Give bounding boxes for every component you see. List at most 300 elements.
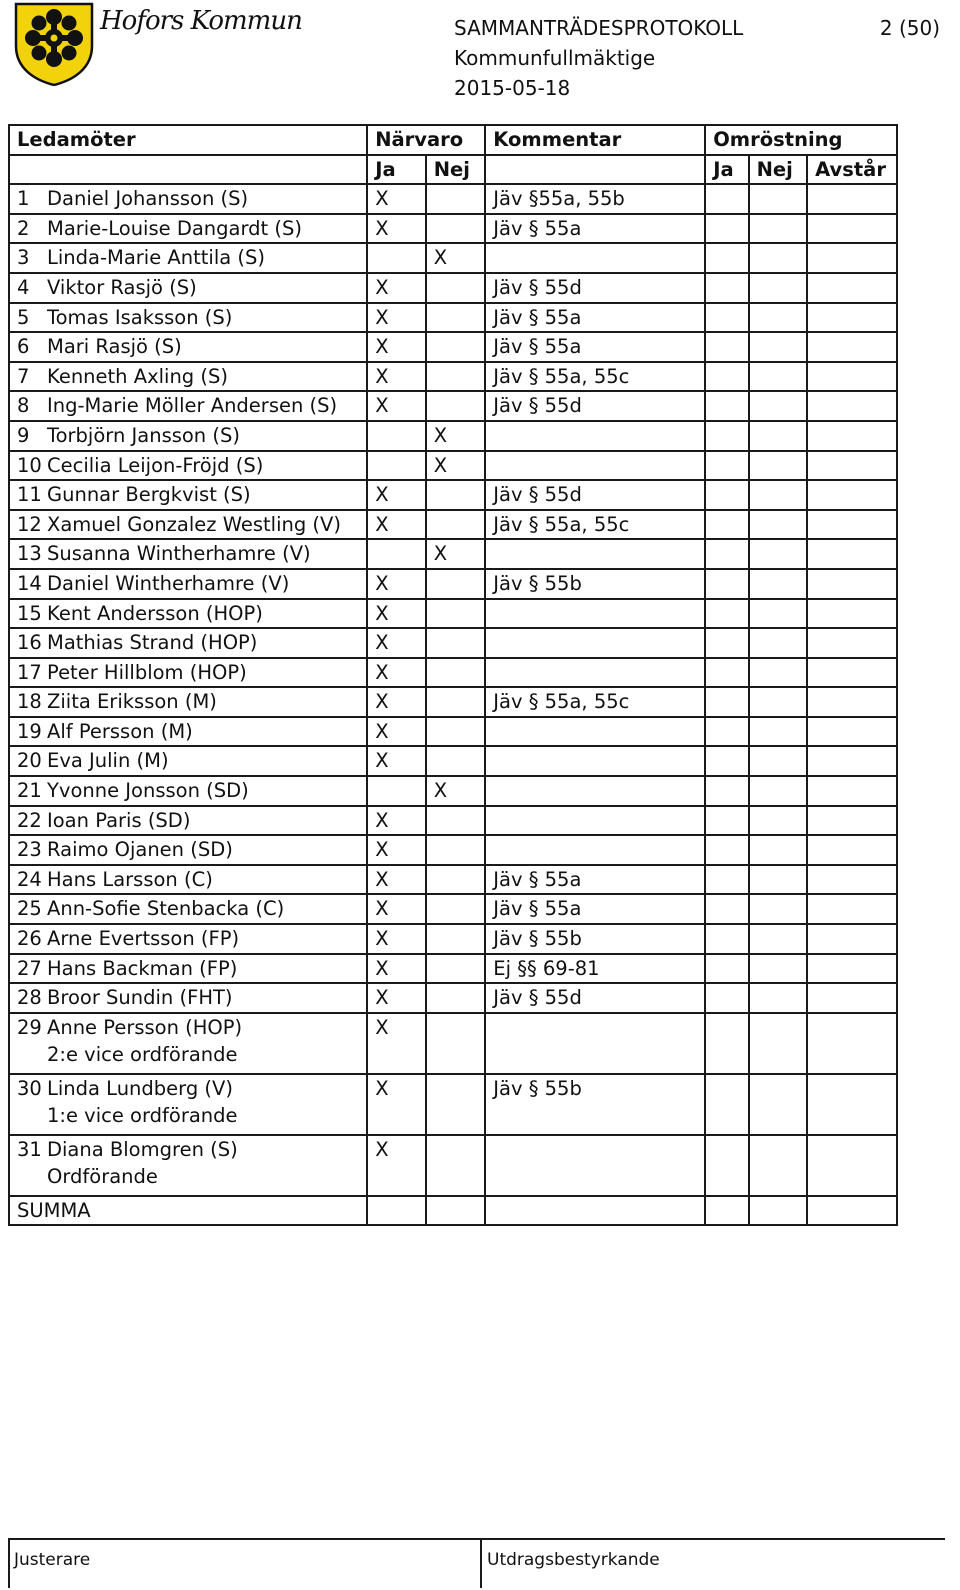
table-row xyxy=(9,243,897,273)
member-number: 17 xyxy=(17,660,42,684)
vote-nej-cell xyxy=(749,332,808,362)
member-name: Ziita Eriksson (M) xyxy=(47,690,217,714)
vote-ja-cell xyxy=(705,628,748,658)
comment-cell: Jäv § 55b xyxy=(485,569,705,599)
table-row xyxy=(9,421,897,451)
summa-cell xyxy=(749,1196,808,1226)
header-members: Ledamöter xyxy=(9,125,367,155)
attendance-nej-cell xyxy=(426,1013,486,1074)
table-row xyxy=(9,894,897,924)
attendance-nej-cell xyxy=(426,332,486,362)
attendance-nej-cell xyxy=(426,480,486,510)
attendance-nej-cell xyxy=(426,362,486,392)
member-cell xyxy=(9,806,367,836)
summa-cell xyxy=(705,1196,748,1226)
vote-avstar-cell xyxy=(807,480,897,510)
vote-nej-cell xyxy=(749,362,808,392)
member-name: Ioan Paris (SD) xyxy=(47,808,191,832)
member-number: 15 xyxy=(17,601,42,625)
member-number: 19 xyxy=(17,719,42,743)
header-empty-comment xyxy=(485,155,705,185)
vote-ja-cell xyxy=(705,362,748,392)
member-name: Cecilia Leijon-Fröjd (S) xyxy=(47,453,264,477)
attendance-ja-cell: X xyxy=(367,894,426,924)
member-number: 10 xyxy=(17,453,42,477)
vote-nej-cell xyxy=(749,954,808,984)
attendance-ja-cell: X xyxy=(367,273,426,303)
vote-ja-cell xyxy=(705,184,748,214)
summa-cell xyxy=(426,1196,486,1226)
vote-avstar-cell xyxy=(807,835,897,865)
member-cell xyxy=(9,658,367,688)
vote-nej-cell xyxy=(749,480,808,510)
attendance-ja-cell xyxy=(367,451,426,481)
vote-avstar-cell xyxy=(807,303,897,333)
vote-nej-cell xyxy=(749,1135,808,1196)
member-cell xyxy=(9,717,367,747)
member-number: 25 xyxy=(17,897,42,921)
attendance-nej-cell xyxy=(426,954,486,984)
attendance-ja-cell: X xyxy=(367,658,426,688)
vote-avstar-cell xyxy=(807,628,897,658)
hofors-kommun-coat-of-arms-logo xyxy=(14,2,94,86)
vote-avstar-cell xyxy=(807,451,897,481)
comment-cell xyxy=(485,1135,705,1196)
attendance-ja-cell: X xyxy=(367,303,426,333)
vote-avstar-cell xyxy=(807,1074,897,1135)
member-name: Ann-Sofie Stenbacka (C) xyxy=(47,897,285,921)
vote-ja-cell xyxy=(705,865,748,895)
vote-avstar-cell xyxy=(807,569,897,599)
summa-cell xyxy=(485,1196,705,1226)
member-name: Susanna Wintherhamre (V) xyxy=(47,542,311,566)
member-number: 7 xyxy=(17,364,30,388)
member-number: 5 xyxy=(17,305,30,329)
member-name: Diana Blomgren (S) xyxy=(47,1137,238,1161)
member-cell xyxy=(9,1135,367,1196)
member-number: 2 xyxy=(17,216,30,240)
comment-cell: Jäv § 55d xyxy=(485,983,705,1013)
vote-nej-cell xyxy=(749,391,808,421)
attendance-nej-cell xyxy=(426,746,486,776)
comment-cell: Jäv § 55b xyxy=(485,1074,705,1135)
attendance-nej-cell xyxy=(426,303,486,333)
member-cell xyxy=(9,687,367,717)
vote-nej-cell xyxy=(749,451,808,481)
vote-ja-cell xyxy=(705,983,748,1013)
vote-nej-cell xyxy=(749,835,808,865)
table-row xyxy=(9,924,897,954)
table-row xyxy=(9,332,897,362)
vote-nej-cell xyxy=(749,806,808,836)
member-cell xyxy=(9,1013,367,1074)
header-vote: Omröstning xyxy=(705,125,897,155)
footer-divider xyxy=(480,1538,482,1588)
member-name: Tomas Isaksson (S) xyxy=(47,305,233,329)
comment-cell: Jäv § 55a xyxy=(485,332,705,362)
table-row xyxy=(9,776,897,806)
vote-ja-cell xyxy=(705,569,748,599)
vote-ja-cell xyxy=(705,924,748,954)
vote-nej-cell xyxy=(749,894,808,924)
attendance-ja-cell: X xyxy=(367,746,426,776)
vote-ja-cell xyxy=(705,687,748,717)
table-row xyxy=(9,628,897,658)
attendance-ja-cell: X xyxy=(367,924,426,954)
table-header-row-2 xyxy=(9,155,897,185)
vote-nej-cell xyxy=(749,776,808,806)
member-name: Eva Julin (M) xyxy=(47,749,169,773)
comment-cell: Jäv § 55a xyxy=(485,894,705,924)
attendance-ja-cell: X xyxy=(367,687,426,717)
attendance-ja-cell xyxy=(367,539,426,569)
member-cell xyxy=(9,865,367,895)
member-cell xyxy=(9,273,367,303)
member-cell xyxy=(9,303,367,333)
attendance-ja-cell: X xyxy=(367,480,426,510)
member-number: 28 xyxy=(17,986,42,1010)
member-number: 23 xyxy=(17,838,42,862)
attendance-nej-cell xyxy=(426,1135,486,1196)
document-header xyxy=(454,13,743,103)
table-row xyxy=(9,1013,897,1074)
member-number: 18 xyxy=(17,690,42,714)
utdragsbestyrkande-label: Utdragsbestyrkande xyxy=(487,1550,660,1570)
member-cell xyxy=(9,599,367,629)
member-cell xyxy=(9,776,367,806)
member-cell xyxy=(9,243,367,273)
member-cell xyxy=(9,332,367,362)
vote-ja-cell xyxy=(705,391,748,421)
vote-ja-cell xyxy=(705,746,748,776)
table-row xyxy=(9,865,897,895)
member-cell xyxy=(9,983,367,1013)
attendance-ja-cell: X xyxy=(367,599,426,629)
vote-nej-cell xyxy=(749,628,808,658)
meeting-date: 2015-05-18 xyxy=(454,76,571,100)
member-cell xyxy=(9,510,367,540)
attendance-nej-cell: X xyxy=(426,451,486,481)
vote-nej-cell xyxy=(749,983,808,1013)
member-number: 22 xyxy=(17,808,42,832)
vote-nej-cell xyxy=(749,510,808,540)
vote-avstar-cell xyxy=(807,954,897,984)
vote-nej-cell xyxy=(749,303,808,333)
member-name: Broor Sundin (FHT) xyxy=(47,986,233,1010)
attendance-ja-cell xyxy=(367,776,426,806)
vote-ja-cell xyxy=(705,243,748,273)
member-name: Gunnar Bergkvist (S) xyxy=(47,483,251,507)
attendance-nej-cell xyxy=(426,894,486,924)
member-name: Hans Larsson (C) xyxy=(47,867,213,891)
comment-cell: Jäv § 55d xyxy=(485,480,705,510)
vote-ja-cell xyxy=(705,776,748,806)
attendance-nej-cell: X xyxy=(426,421,486,451)
vote-avstar-cell xyxy=(807,865,897,895)
member-name: Anne Persson (HOP) xyxy=(47,1015,243,1039)
vote-ja-cell xyxy=(705,303,748,333)
member-cell xyxy=(9,214,367,244)
comment-cell: Jäv § 55a xyxy=(485,303,705,333)
vote-avstar-cell xyxy=(807,746,897,776)
attendance-nej-cell xyxy=(426,806,486,836)
attendance-ja-cell xyxy=(367,243,426,273)
comment-cell xyxy=(485,835,705,865)
vote-ja-cell xyxy=(705,806,748,836)
attendance-nej-cell xyxy=(426,865,486,895)
table-row xyxy=(9,746,897,776)
member-cell xyxy=(9,746,367,776)
vote-nej-cell xyxy=(749,421,808,451)
attendance-ja-cell: X xyxy=(367,569,426,599)
member-name: Viktor Rasjö (S) xyxy=(47,275,197,299)
header-attendance-nej: Nej xyxy=(426,155,486,185)
vote-avstar-cell xyxy=(807,391,897,421)
attendance-nej-cell xyxy=(426,717,486,747)
attendance-ja-cell: X xyxy=(367,1074,426,1135)
summa-cell xyxy=(367,1196,426,1226)
table-row xyxy=(9,806,897,836)
comment-cell xyxy=(485,628,705,658)
member-name: Linda Lundberg (V) xyxy=(47,1076,233,1100)
comment-cell xyxy=(485,806,705,836)
vote-avstar-cell xyxy=(807,776,897,806)
vote-nej-cell xyxy=(749,1013,808,1074)
vote-nej-cell xyxy=(749,658,808,688)
attendance-nej-cell xyxy=(426,391,486,421)
vote-avstar-cell xyxy=(807,421,897,451)
member-number: 26 xyxy=(17,927,42,951)
member-number: 8 xyxy=(17,394,30,418)
comment-cell xyxy=(485,717,705,747)
vote-avstar-cell xyxy=(807,362,897,392)
member-name: Kent Andersson (HOP) xyxy=(47,601,263,625)
vote-avstar-cell xyxy=(807,658,897,688)
comment-cell: Jäv § 55a xyxy=(485,214,705,244)
vote-ja-cell xyxy=(705,510,748,540)
member-cell xyxy=(9,628,367,658)
member-number: 27 xyxy=(17,956,42,980)
attendance-nej-cell xyxy=(426,569,486,599)
comment-cell xyxy=(485,243,705,273)
vote-nej-cell xyxy=(749,539,808,569)
member-name: Linda-Marie Anttila (S) xyxy=(47,246,265,270)
vote-nej-cell xyxy=(749,746,808,776)
table-row xyxy=(9,569,897,599)
summa-label: SUMMA xyxy=(9,1196,367,1226)
vote-avstar-cell xyxy=(807,243,897,273)
vote-ja-cell xyxy=(705,954,748,984)
attendance-ja-cell: X xyxy=(367,806,426,836)
vote-ja-cell xyxy=(705,480,748,510)
member-cell xyxy=(9,451,367,481)
header-vote-ja: Ja xyxy=(705,155,748,185)
member-name: Daniel Johansson (S) xyxy=(47,187,249,211)
table-row xyxy=(9,954,897,984)
vote-nej-cell xyxy=(749,1074,808,1135)
summa-row xyxy=(9,1196,897,1226)
member-name: Yvonne Jonsson (SD) xyxy=(47,779,249,803)
attendance-nej-cell xyxy=(426,983,486,1013)
summa-cell xyxy=(807,1196,897,1226)
vote-avstar-cell xyxy=(807,510,897,540)
comment-cell: Jäv § 55d xyxy=(485,273,705,303)
table-header-row-1 xyxy=(9,125,897,155)
vote-avstar-cell xyxy=(807,717,897,747)
attendance-nej-cell xyxy=(426,214,486,244)
member-cell xyxy=(9,362,367,392)
vote-nej-cell xyxy=(749,865,808,895)
member-number: 11 xyxy=(17,483,42,507)
member-name: Ing-Marie Möller Andersen (S) xyxy=(47,394,338,418)
vote-ja-cell xyxy=(705,599,748,629)
table-row xyxy=(9,983,897,1013)
comment-cell xyxy=(485,421,705,451)
member-number: 6 xyxy=(17,335,30,359)
member-cell xyxy=(9,421,367,451)
attendance-table xyxy=(8,124,898,1226)
member-name: Daniel Wintherhamre (V) xyxy=(47,571,290,595)
attendance-nej-cell xyxy=(426,273,486,303)
member-cell xyxy=(9,1074,367,1135)
member-cell xyxy=(9,835,367,865)
table-row xyxy=(9,480,897,510)
attendance-ja-cell: X xyxy=(367,835,426,865)
table-row xyxy=(9,1074,897,1135)
table-row xyxy=(9,599,897,629)
header-vote-avstar: Avstår xyxy=(807,155,897,185)
vote-ja-cell xyxy=(705,835,748,865)
member-name: Kenneth Axling (S) xyxy=(47,364,228,388)
table-row xyxy=(9,214,897,244)
header-attendance: Närvaro xyxy=(367,125,485,155)
table-row xyxy=(9,717,897,747)
member-number: 3 xyxy=(17,246,30,270)
attendance-nej-cell: X xyxy=(426,243,486,273)
comment-cell xyxy=(485,539,705,569)
member-number: 14 xyxy=(17,571,42,595)
attendance-nej-cell xyxy=(426,184,486,214)
table-row xyxy=(9,184,897,214)
member-role: 1:e vice ordförande xyxy=(47,1103,238,1127)
vote-avstar-cell xyxy=(807,214,897,244)
attendance-nej-cell xyxy=(426,687,486,717)
vote-avstar-cell xyxy=(807,1135,897,1196)
vote-nej-cell xyxy=(749,569,808,599)
comment-cell xyxy=(485,451,705,481)
table-row xyxy=(9,391,897,421)
vote-nej-cell xyxy=(749,243,808,273)
member-cell xyxy=(9,184,367,214)
member-cell xyxy=(9,539,367,569)
vote-ja-cell xyxy=(705,451,748,481)
member-role: Ordförande xyxy=(47,1164,158,1188)
attendance-ja-cell: X xyxy=(367,865,426,895)
vote-ja-cell xyxy=(705,1074,748,1135)
member-cell xyxy=(9,569,367,599)
comment-cell xyxy=(485,599,705,629)
vote-avstar-cell xyxy=(807,894,897,924)
attendance-ja-cell: X xyxy=(367,214,426,244)
member-number: 1 xyxy=(17,187,30,211)
attendance-ja-cell: X xyxy=(367,362,426,392)
attendance-ja-cell xyxy=(367,421,426,451)
comment-cell xyxy=(485,746,705,776)
vote-ja-cell xyxy=(705,332,748,362)
attendance-ja-cell: X xyxy=(367,510,426,540)
header-attendance-ja: Ja xyxy=(367,155,426,185)
vote-ja-cell xyxy=(705,717,748,747)
attendance-ja-cell: X xyxy=(367,332,426,362)
member-name: Peter Hillblom (HOP) xyxy=(47,660,247,684)
justerare-label: Justerare xyxy=(14,1550,91,1570)
vote-nej-cell xyxy=(749,214,808,244)
member-name: Marie-Louise Dangardt (S) xyxy=(47,216,302,240)
vote-ja-cell xyxy=(705,539,748,569)
attendance-nej-cell xyxy=(426,599,486,629)
vote-nej-cell xyxy=(749,687,808,717)
member-name: Mari Rasjö (S) xyxy=(47,335,182,359)
member-number: 31 xyxy=(17,1137,42,1161)
member-cell xyxy=(9,894,367,924)
member-number: 12 xyxy=(17,512,42,536)
vote-avstar-cell xyxy=(807,273,897,303)
vote-nej-cell xyxy=(749,599,808,629)
attendance-nej-cell xyxy=(426,658,486,688)
member-name: Mathias Strand (HOP) xyxy=(47,631,258,655)
comment-cell: Jäv §55a, 55b xyxy=(485,184,705,214)
committee-name: Kommunfullmäktige xyxy=(454,46,656,70)
comment-cell: Ej §§ 69-81 xyxy=(485,954,705,984)
attendance-ja-cell: X xyxy=(367,983,426,1013)
member-cell xyxy=(9,954,367,984)
document-type: SAMMANTRÄDESPROTOKOLL xyxy=(454,16,744,40)
vote-avstar-cell xyxy=(807,687,897,717)
member-number: 16 xyxy=(17,631,42,655)
vote-ja-cell xyxy=(705,421,748,451)
table-row xyxy=(9,687,897,717)
attendance-ja-cell: X xyxy=(367,717,426,747)
vote-avstar-cell xyxy=(807,539,897,569)
vote-avstar-cell xyxy=(807,806,897,836)
vote-ja-cell xyxy=(705,658,748,688)
member-number: 24 xyxy=(17,867,42,891)
vote-ja-cell xyxy=(705,214,748,244)
vote-avstar-cell xyxy=(807,1013,897,1074)
member-number: 29 xyxy=(17,1015,42,1039)
comment-cell: Jäv § 55a xyxy=(485,865,705,895)
attendance-nej-cell: X xyxy=(426,539,486,569)
vote-ja-cell xyxy=(705,894,748,924)
vote-nej-cell xyxy=(749,717,808,747)
attendance-nej-cell xyxy=(426,924,486,954)
attendance-nej-cell xyxy=(426,628,486,658)
member-cell xyxy=(9,480,367,510)
vote-ja-cell xyxy=(705,1135,748,1196)
page-number: 2 (50) xyxy=(879,16,940,40)
member-name: Arne Evertsson (FP) xyxy=(47,927,240,951)
attendance-ja-cell: X xyxy=(367,1135,426,1196)
header-empty-members xyxy=(9,155,367,185)
comment-cell: Jäv § 55a, 55c xyxy=(485,687,705,717)
municipality-name: Hofors Kommun xyxy=(100,6,302,36)
footer-left-edge xyxy=(8,1538,10,1588)
attendance-nej-cell: X xyxy=(426,776,486,806)
member-name: Alf Persson (M) xyxy=(47,719,193,743)
member-number: 4 xyxy=(17,275,30,299)
vote-nej-cell xyxy=(749,184,808,214)
attendance-ja-cell: X xyxy=(367,954,426,984)
